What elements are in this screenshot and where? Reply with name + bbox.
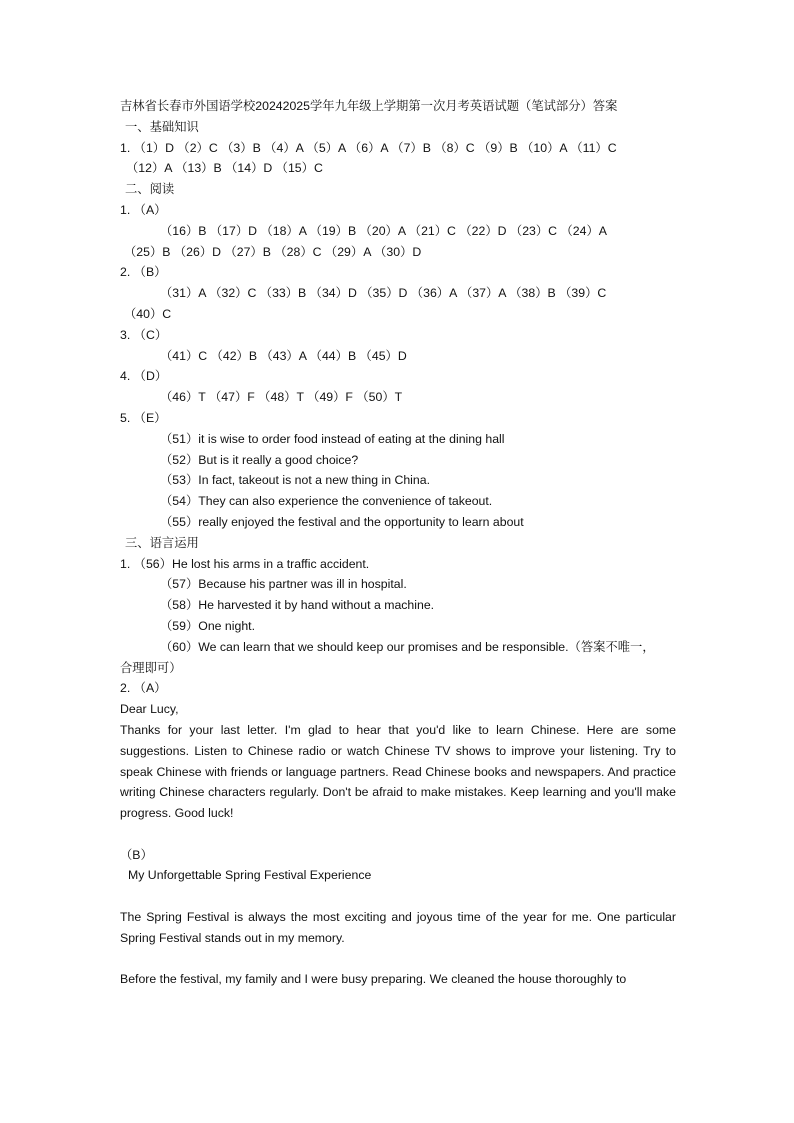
essay-paragraph: Before the festival, my family and I were busy preparing. We cleaned the house thoroughly to bbox=[120, 972, 627, 987]
answer-line: （55）really enjoyed the festival and the opportunity to learn about bbox=[160, 514, 524, 529]
document-title: 吉林省长春市外国语学校20242025学年九年级上学期第一次月考英语试题（笔试部分）答案 bbox=[120, 99, 618, 113]
answer-line: （58）He harvested it by hand without a machine. bbox=[160, 598, 435, 613]
answer-line: （12）A （13）B （14）D （15）C bbox=[126, 161, 323, 176]
passage-label: 5. （E） bbox=[120, 410, 167, 425]
answer-line: （16）B （17）D （18）A （19）B （20）A （21）C （22）D （23）C （24）A bbox=[160, 223, 607, 238]
answer-line: 合理即可） bbox=[120, 660, 182, 675]
section-heading-language-use: 三、语言运用 bbox=[125, 535, 199, 550]
section-heading-reading: 二、阅读 bbox=[125, 182, 175, 197]
answer-line: （31）A （32）C （33）B （34）D （35）D （36）A （37）A （38）B （39）C bbox=[160, 286, 607, 301]
passage-label: 2. （A） bbox=[120, 681, 167, 696]
answer-line: （41）C （42）B （43）A （44）B （45）D bbox=[160, 348, 407, 363]
answer-line: （40）C bbox=[124, 306, 172, 321]
letter-greeting: Dear Lucy, bbox=[120, 702, 179, 717]
answer-line: （25）B （26）D （27）B （28）C （29）A （30）D bbox=[124, 244, 422, 259]
answer-line: （59）One night. bbox=[160, 618, 256, 633]
answer-line: 1. （1）D （2）C （3）B （4）A （5）A （6）A （7）B （8）C （9）B （10）A （11）C bbox=[120, 140, 617, 155]
letter-body: Thanks for your last letter. I'm glad to hear that you'd like to learn Chinese. Here are some suggestions. Listen to Chinese radio or watch Chinese TV shows to improve your listening. Try to speak Chinese with friends or language partners. Read Chinese books and newspapers. And practice writing Chinese characters regularly. Don't be afraid to make mistakes. Keep learning and you'll make progress. Good luck! bbox=[120, 722, 676, 821]
passage-label: 3. （C） bbox=[120, 327, 168, 342]
essay-paragraph: The Spring Festival is always the most exciting and joyous time of the year for me. One particular Spring Festival stands out in my memory. bbox=[120, 910, 676, 945]
spacer bbox=[120, 949, 676, 970]
answer-line: 1. （56）He lost his arms in a traffic accident. bbox=[120, 556, 370, 571]
answer-line: （46）T （47）F （48）T （49）F （50）T bbox=[160, 390, 403, 405]
spacer bbox=[120, 824, 676, 845]
spacer bbox=[120, 886, 676, 907]
answer-line: （54）They can also experience the convenience of takeout. bbox=[160, 494, 493, 509]
essay-title: My Unforgettable Spring Festival Experience bbox=[128, 868, 372, 883]
passage-label: （B） bbox=[120, 847, 153, 862]
answer-line: （57）Because his partner was ill in hospital. bbox=[160, 577, 407, 592]
answer-document bbox=[120, 96, 676, 990]
answer-line: （52）But is it really a good choice? bbox=[160, 452, 359, 467]
answer-line: （51）it is wise to order food instead of eating at the dining hall bbox=[160, 431, 505, 446]
passage-label: 1. （A） bbox=[120, 202, 167, 217]
answer-line: （60）We can learn that we should keep our promises and be responsible.（答案不唯一， bbox=[160, 639, 655, 654]
section-heading-basics: 一、基础知识 bbox=[125, 119, 199, 134]
passage-label: 2. （B） bbox=[120, 265, 167, 280]
answer-line: （53）In fact, takeout is not a new thing in China. bbox=[160, 473, 431, 488]
passage-label: 4. （D） bbox=[120, 369, 168, 384]
